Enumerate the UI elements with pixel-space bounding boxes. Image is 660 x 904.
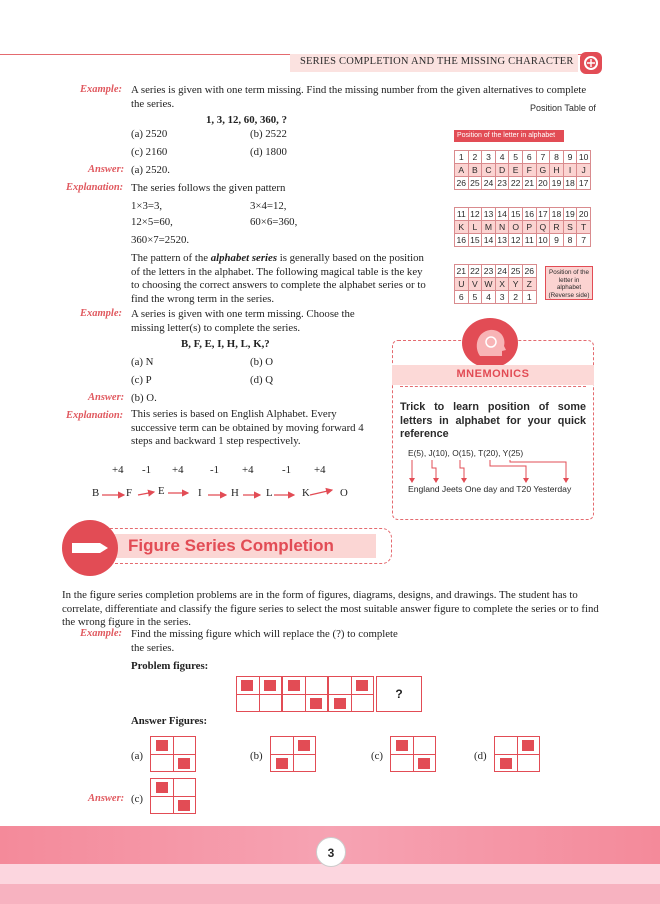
- table-cell: 15: [468, 234, 482, 247]
- table-cell: I: [563, 164, 577, 177]
- table-cell: 10: [577, 151, 591, 164]
- step: 3×4=12,: [250, 200, 287, 212]
- table-cell: P: [522, 221, 536, 234]
- table-cell: 11: [455, 208, 469, 221]
- table-cell: L: [468, 221, 482, 234]
- table-cell: 6: [455, 291, 469, 304]
- chapter-title: SERIES COMPLETION AND THE MISSING CHARACTER: [300, 56, 574, 67]
- table-cell: U: [455, 278, 469, 291]
- explanation-label: Explanation:: [66, 410, 124, 421]
- position-table-2: [454, 207, 591, 247]
- footer-band: [0, 884, 660, 904]
- explanation-label: Explanation:: [66, 182, 124, 193]
- table-cell: M: [482, 221, 496, 234]
- mnemonics-separator: [400, 386, 586, 387]
- mnemonics-trick: Trick to learn position of some letters in alphabet for your quick reference: [400, 401, 586, 440]
- table-cell: 2: [468, 151, 482, 164]
- table-cell: 14: [495, 208, 509, 221]
- table-cell: O: [509, 221, 523, 234]
- table-cell: 24: [482, 177, 496, 190]
- table-cell: 25: [509, 265, 523, 278]
- table-cell: 26: [455, 177, 469, 190]
- table-cell: W: [482, 278, 496, 291]
- table-cell: 25: [468, 177, 482, 190]
- table-cell: 1: [522, 291, 536, 304]
- problem-figures-label: Problem figures:: [131, 660, 209, 672]
- example-question: A series is given with one term missing. Find the missing number from the given alternatives to complete the series.: [131, 84, 587, 110]
- option-c: (c) 2160: [131, 146, 168, 158]
- table-cell: N: [495, 221, 509, 234]
- table-cell: H: [550, 164, 564, 177]
- example-label: Example:: [80, 84, 122, 95]
- position-table-title: Position Table of: [530, 103, 596, 113]
- step-op: +4: [112, 464, 124, 476]
- table-cell: 3: [495, 291, 509, 304]
- series-letter: O: [340, 487, 348, 499]
- table-cell: 17: [536, 208, 550, 221]
- table-cell: S: [563, 221, 577, 234]
- table-cell: Y: [509, 278, 523, 291]
- option-d: (d) Q: [250, 374, 274, 386]
- mnemonics-title: MNEMONICS: [456, 368, 530, 380]
- table-cell: F: [522, 164, 536, 177]
- table-cell: 8: [550, 151, 564, 164]
- table-cell: 9: [563, 151, 577, 164]
- answer-label: Answer:: [88, 793, 125, 804]
- table-cell: 20: [577, 208, 591, 221]
- table-cell: Q: [536, 221, 550, 234]
- position-table-3: [454, 264, 537, 304]
- section-heading: Figure Series Completion: [128, 536, 334, 555]
- number-series: 1, 3, 12, 60, 360, ?: [206, 114, 287, 126]
- table-cell: 5: [468, 291, 482, 304]
- answer-label: Answer:: [88, 392, 125, 403]
- table-cell: 17: [577, 177, 591, 190]
- table-cell: B: [468, 164, 482, 177]
- table-cell: D: [495, 164, 509, 177]
- example-question: A series is given with one term missing. Choose the missing letter(s) to complete the series.: [131, 308, 355, 334]
- table-cell: 22: [468, 265, 482, 278]
- explanation-text: The series follows the given pattern: [131, 182, 286, 194]
- answer-figure-correct: [150, 778, 196, 814]
- example-label: Example:: [80, 308, 122, 319]
- table-cell: 21: [522, 177, 536, 190]
- table-cell: X: [495, 278, 509, 291]
- problem-figure-2: [282, 676, 328, 712]
- answer-figure-a[interactable]: [150, 736, 196, 772]
- step: 60×6=360,: [250, 216, 298, 228]
- step-op: -1: [210, 464, 219, 476]
- series-letter: K: [302, 487, 310, 499]
- series-letter: E: [158, 485, 165, 497]
- table-cell: 21: [455, 265, 469, 278]
- brain-icon: [580, 52, 602, 74]
- series-letter: L: [266, 487, 273, 499]
- table-cell: 6: [522, 151, 536, 164]
- step: 1×3=3,: [131, 200, 163, 212]
- table-cell: R: [550, 221, 564, 234]
- step: 360×7=2520.: [131, 234, 190, 246]
- footer-band: [0, 864, 660, 884]
- table-cell: A: [455, 164, 469, 177]
- table-cell: G: [536, 164, 550, 177]
- table-cell: 1: [455, 151, 469, 164]
- table-cell: 20: [536, 177, 550, 190]
- table-cell: 18: [550, 208, 564, 221]
- answer-label: Answer:: [88, 164, 125, 175]
- mnemonics-phrase: England Jeets One day and T20 Yesterday: [408, 484, 572, 494]
- series-letter: F: [126, 487, 133, 499]
- answer-value: (b) O.: [131, 392, 157, 404]
- table-cell: 4: [495, 151, 509, 164]
- series-letter: B: [92, 487, 100, 499]
- answer-option-a: (a): [131, 750, 143, 762]
- series-letter: H: [231, 487, 239, 499]
- problem-figure-3: [328, 676, 374, 712]
- answer-figure-b[interactable]: [270, 736, 316, 772]
- pattern-paragraph: The pattern of the alphabet series is generally based on the position of the letters in the alphabet. The following magical table is the key to choosing the correct answers to complete the alphabet series or to find the wrong term in the series.: [131, 252, 426, 305]
- step-op: +4: [314, 464, 326, 476]
- table-cell: 19: [563, 208, 577, 221]
- reverse-note: Position of the letter in alphabet (Reverse side): [545, 266, 593, 300]
- table-cell: 10: [536, 234, 550, 247]
- table-cell: 16: [455, 234, 469, 247]
- table-cell: 18: [563, 177, 577, 190]
- answer-option-c: (c): [371, 750, 383, 762]
- table-cell: 16: [522, 208, 536, 221]
- option-b: (b) 2522: [250, 128, 287, 140]
- mnemonics-positions: E(5), J(10), O(15), T(20), Y(25): [408, 448, 524, 458]
- mnemonics-arrows: [406, 458, 586, 484]
- table-cell: 13: [495, 234, 509, 247]
- table-cell: 7: [577, 234, 591, 247]
- step-op: +4: [242, 464, 254, 476]
- explanation-text: This series is based on English Alphabet. Every successive term can be obtained by moving forward 4 steps and backward 1 step respectively.: [131, 408, 364, 447]
- table-cell: V: [468, 278, 482, 291]
- option-d: (d) 1800: [250, 146, 287, 158]
- table-cell: 13: [482, 208, 496, 221]
- table-cell: 4: [482, 291, 496, 304]
- table-cell: 7: [536, 151, 550, 164]
- answer-value: (a) 2520.: [131, 164, 170, 176]
- table-cell: 12: [468, 208, 482, 221]
- answer-value: (c): [131, 793, 143, 805]
- position-table-1: [454, 150, 591, 190]
- page-number: 3: [316, 837, 346, 867]
- answer-option-b: (b): [250, 750, 263, 762]
- answer-option-d: (d): [474, 750, 487, 762]
- answer-figure-c[interactable]: [390, 736, 436, 772]
- table-cell: J: [577, 164, 591, 177]
- answer-figure-d[interactable]: [494, 736, 540, 772]
- series-letter: I: [198, 487, 202, 499]
- pencil-icon: [62, 520, 118, 576]
- option-a: (a) 2520: [131, 128, 168, 140]
- table-cell: 3: [482, 151, 496, 164]
- step-op: -1: [142, 464, 151, 476]
- table-cell: 23: [482, 265, 496, 278]
- table-cell: 5: [509, 151, 523, 164]
- table-cell: 26: [522, 265, 536, 278]
- figure-example: Find the missing figure which will replace the (?) to complete the series.: [131, 628, 398, 654]
- table-cell: 24: [495, 265, 509, 278]
- option-a: (a) N: [131, 356, 154, 368]
- table-cell: 15: [509, 208, 523, 221]
- table-cell: 22: [509, 177, 523, 190]
- step-op: +4: [172, 464, 184, 476]
- table-cell: K: [455, 221, 469, 234]
- answer-figures-label: Answer Figures:: [131, 715, 208, 727]
- table-cell: 11: [522, 234, 536, 247]
- table-cell: 23: [495, 177, 509, 190]
- table-cell: T: [577, 221, 591, 234]
- table-cell: E: [509, 164, 523, 177]
- head-icon: [462, 318, 518, 368]
- table-cell: 2: [509, 291, 523, 304]
- table-cell: 8: [563, 234, 577, 247]
- figure-intro: In the figure series completion problems are in the form of figures, diagrams, designs, and drawings. The student has to correlate, differentiate and classify the figure series to select the most suitable answer figure to complete the series or to find the wrong figure in the series.: [62, 589, 599, 628]
- step: 12×5=60,: [131, 216, 173, 228]
- example-label: Example:: [80, 628, 122, 639]
- option-c: (c) P: [131, 374, 152, 386]
- table-cell: 9: [550, 234, 564, 247]
- table-cell: Z: [522, 278, 536, 291]
- position-table-subtitle: Position of the letter in alphabet: [454, 130, 564, 142]
- table-cell: 12: [509, 234, 523, 247]
- missing-figure: ?: [376, 676, 422, 712]
- table-cell: 19: [550, 177, 564, 190]
- problem-figure-1: [236, 676, 282, 712]
- table-cell: 14: [482, 234, 496, 247]
- option-b: (b) O: [250, 356, 274, 368]
- letter-series: B, F, E, I, H, L, K,?: [181, 338, 270, 350]
- step-op: -1: [282, 464, 291, 476]
- table-cell: C: [482, 164, 496, 177]
